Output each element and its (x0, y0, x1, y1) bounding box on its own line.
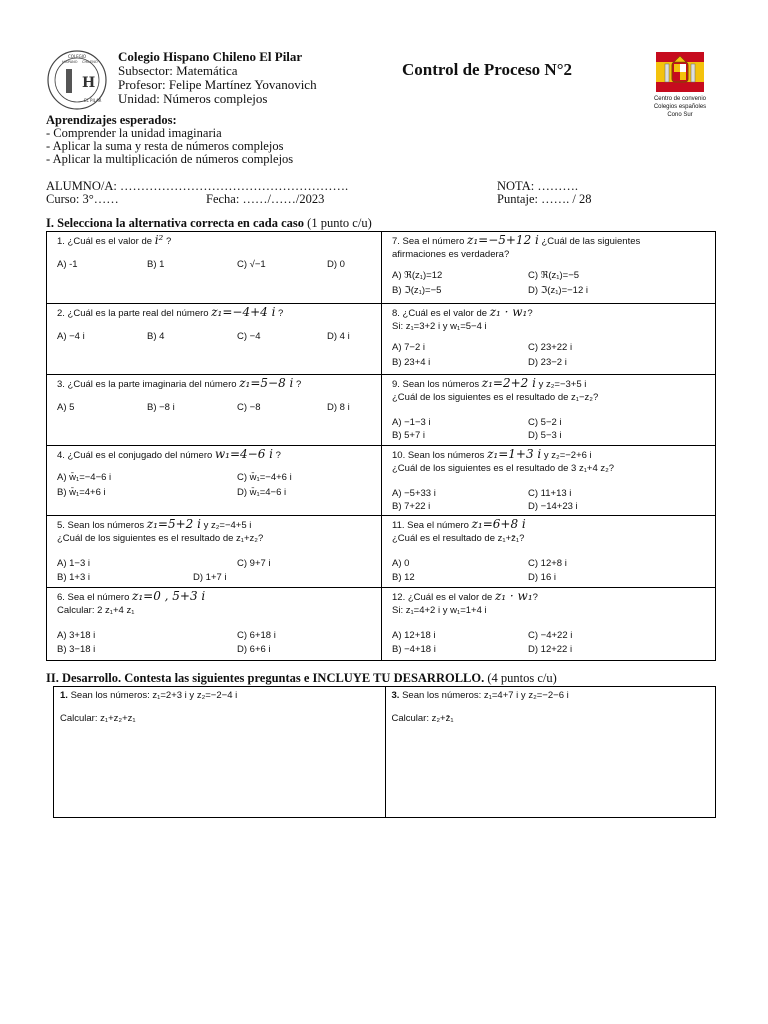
option-d: D) 6+6 i (237, 644, 271, 655)
question-number: 3. (391, 690, 400, 701)
subsector: Subsector: Matemática (118, 63, 238, 78)
question-text: ? (275, 308, 284, 319)
section-2-points: (4 puntos c/u) (484, 671, 557, 685)
question-5 (47, 516, 381, 587)
option-a: A) 0 (392, 558, 410, 569)
option-c: C) 5−2 i (528, 417, 562, 428)
option-a: A) -1 (57, 259, 78, 270)
question-text: ? (532, 592, 538, 603)
option-b: B) −8 i (147, 402, 175, 413)
logo-text-bottom: EL PILAR (84, 98, 102, 103)
logo-text-top: COLEGIO (67, 54, 87, 59)
question-text: ¿Cuál de los siguientes es el resultado de z₁+z₂? (57, 533, 264, 544)
option-b: B) 3−18 i (57, 644, 96, 655)
question-math: i² (154, 233, 164, 247)
option-a: A) 5 (57, 402, 75, 413)
question-text: 3. ¿Cuál es la parte imaginaria del número (57, 379, 240, 390)
option-b: B) 1 (147, 259, 165, 270)
question-12 (381, 588, 715, 660)
option-d: D) w̄₁=4−6 i (237, 487, 287, 498)
question-math: z₁=0 , 5+3 i (132, 589, 206, 603)
option-a: A) 7−2 i (392, 342, 426, 353)
logo-text-right: CHILENO (82, 60, 98, 64)
question-math: z₁=2+2 i (481, 376, 536, 390)
question-math: z₁=1+3 i (487, 447, 542, 461)
question-2 (47, 304, 381, 374)
development-question-1 (54, 687, 385, 817)
spain-coat-of-arms-icon (652, 50, 708, 94)
question-row (47, 232, 715, 304)
section-2-title: II. Desarrollo. Contesta las siguientes preguntas e INCLUYE TU DESARROLLO. (46, 671, 485, 685)
option-b: B) 5+7 i (392, 430, 426, 441)
question-text: afirmaciones es verdadera? (392, 249, 510, 260)
question-text: 6. Sea el número (57, 592, 132, 603)
question-text: Si: z₁=4+2 i y w₁=1+4 i (392, 605, 487, 616)
option-c: C) −4+22 i (528, 630, 573, 641)
curso-field: Curso: 3°…… (46, 192, 119, 206)
question-number: 1. (60, 690, 68, 701)
question-text: Sean los números: z₁=2+3 i y z₂=−2−4 i (67, 690, 238, 701)
option-a: A) 3+18 i (57, 630, 96, 641)
option-c: C) w̄₁=−4+6 i (237, 472, 292, 483)
question-row (47, 304, 715, 375)
question-11 (381, 516, 715, 587)
question-text: 1. ¿Cuál es el valor de (57, 236, 155, 247)
alumno-field: ALUMNO/A: ………………………………………………. (46, 179, 349, 193)
question-text: ¿Cuál de los siguientes es el resultado de z₁−z₂? (392, 392, 599, 403)
aprendizaje-item: - Aplicar la suma y resta de números complejos (46, 139, 284, 153)
question-row (47, 516, 715, 588)
question-9 (381, 375, 715, 445)
question-text: 12. ¿Cuál es el valor de (392, 592, 495, 603)
question-math: z₁=5−8 i (239, 376, 294, 390)
question-10 (381, 446, 715, 515)
school-logo (46, 49, 108, 111)
school-info (118, 50, 317, 106)
question-text: ¿Cuál de las siguientes (538, 236, 641, 247)
aprendizaje-item: - Aplicar la multiplicación de números complejos (46, 152, 294, 166)
question-4 (47, 446, 381, 515)
section-1-title: I. Selecciona la alternativa correcta en cada caso (46, 216, 305, 230)
question-text: 9. Sean los números (392, 379, 482, 390)
question-row (47, 446, 715, 516)
question-row (47, 588, 715, 660)
development-grid (53, 686, 716, 818)
question-text: ¿Cuál de los siguientes es el resultado de 3 z₁+4 z₂? (392, 463, 615, 474)
fecha-field: Fecha: ……/……/2023 (206, 192, 325, 206)
option-b: B) w̄₁=4+6 i (57, 487, 106, 498)
question-text: 11. Sea el número (392, 520, 472, 531)
puntaje-field: Puntaje: ……. / 28 (497, 192, 592, 206)
option-b: B) 1+3 i (57, 572, 91, 583)
question-text: ? (163, 236, 172, 247)
question-math: z₁=5+2 i (146, 517, 201, 531)
nota-field: NOTA: ………. (497, 179, 578, 193)
question-text: Sean los números: z₁=4+7 i y z₂=−2−6 i (399, 690, 569, 701)
option-a: A) w̄₁=−4−6 i (57, 472, 112, 483)
question-text: y z₂=−4+5 i (200, 520, 252, 531)
option-d: D) 0 (327, 259, 345, 270)
question-8 (381, 304, 715, 374)
question-7 (381, 232, 715, 303)
school-name: Colegio Hispano Chileno El Pilar (118, 49, 303, 64)
question-row (47, 375, 715, 446)
option-d: D) 1+7 i (193, 572, 227, 583)
profesor: Profesor: Felipe Martínez Yovanovich (118, 77, 317, 92)
option-c: C) 23+22 i (528, 342, 573, 353)
question-math: z₁=6+8 i (471, 517, 526, 531)
question-text: ? (527, 308, 533, 319)
option-d: D) 12+22 i (528, 644, 573, 655)
section-1-heading (46, 216, 372, 231)
section-1-points: (1 punto c/u) (304, 216, 372, 230)
option-d: D) 8 i (327, 402, 350, 413)
question-text: 4. ¿Cuál es el conjugado del número (57, 450, 215, 461)
option-c: C) 6+18 i (237, 630, 276, 641)
question-text: y z₂=−2+6 i (541, 450, 592, 461)
question-math: z₁ · w₁ (494, 589, 533, 603)
option-c: C) −4 (237, 331, 261, 342)
section-2-heading (46, 671, 557, 686)
option-b: B) 12 (392, 572, 415, 583)
option-a: A) 1−3 i (57, 558, 91, 569)
option-c: C) √−1 (237, 259, 266, 270)
question-1 (47, 232, 381, 303)
option-d: D) 5−3 i (528, 430, 562, 441)
question-text: ? (293, 379, 302, 390)
question-math: w₁=4−6 i (214, 447, 274, 461)
svg-text:H: H (82, 75, 96, 91)
option-b: B) 23+4 i (392, 357, 431, 368)
option-c: C) 11+13 i (528, 488, 572, 499)
question-text: Calcular: 2 z₁+4 z₁ (57, 605, 135, 616)
option-b: B) ℑ(z₁)=−5 (392, 285, 442, 296)
question-math: z₁ · w₁ (489, 305, 528, 319)
option-a: A) −5+33 i (392, 488, 436, 499)
option-d: D) ℑ(z₁)=−12 i (528, 285, 588, 296)
question-math: z₁=−4+4 i (211, 305, 276, 319)
aprendizaje-item: - Comprender la unidad imaginaria (46, 126, 222, 140)
question-text: ? (273, 450, 281, 461)
option-b: B) −4+18 i (392, 644, 436, 655)
questions-grid (46, 231, 716, 661)
option-b: B) 7+22 i (392, 501, 431, 512)
aprendizajes-esperados (46, 114, 293, 166)
document-title: Control de Proceso N°2 (402, 60, 573, 79)
option-d: D) −14+23 i (528, 501, 578, 512)
logo-text-left: HISPANO (62, 60, 78, 64)
option-c: C) ℜ(z₁)=−5 (528, 270, 580, 281)
development-question-3 (385, 687, 716, 817)
convenio-line: Colegios españoles (653, 104, 707, 110)
option-a: A) −4 i (57, 331, 85, 342)
option-c: C) 12+8 i (528, 558, 567, 569)
calc-text: Calcular: z₁+z₂+z₁ (60, 713, 136, 724)
question-text: 5. Sean los números (57, 520, 147, 531)
option-a: A) −1−3 i (392, 417, 431, 428)
question-text: ¿Cuál es el resultado de z₁+z̄₁? (392, 533, 525, 544)
aprendizajes-title: Aprendizajes esperados: (46, 113, 177, 127)
convenio-line: Cono Sur (667, 112, 693, 118)
question-text: 8. ¿Cuál es el valor de (392, 308, 490, 319)
calc-text: Calcular: z₂+z̄₁ (391, 713, 454, 724)
question-text: 2. ¿Cuál es la parte real del número (57, 308, 212, 319)
convenio-caption (640, 95, 720, 119)
question-3 (47, 375, 381, 445)
option-d: D) 23−2 i (528, 357, 567, 368)
option-a: A) ℜ(z₁)=12 (392, 270, 443, 281)
option-c: C) −8 (237, 402, 261, 413)
question-text: Si: z₁=3+2 i y w₁=5−4 i (392, 321, 487, 332)
convenio-line: Centro de convenio (653, 96, 707, 102)
question-text: 10. Sean los números (392, 450, 488, 461)
option-c: C) 9+7 i (237, 558, 271, 569)
question-text: 7. Sea el número (392, 236, 467, 247)
unidad: Unidad: Números complejos (118, 91, 268, 106)
option-b: B) 4 (147, 331, 165, 342)
question-6 (47, 588, 381, 660)
option-a: A) 12+18 i (392, 630, 436, 641)
question-math: z₁=−5+12 i (467, 233, 539, 247)
option-d: D) 16 i (528, 572, 556, 583)
option-d: D) 4 i (327, 331, 350, 342)
question-text: y z₂=−3+5 i (535, 379, 587, 390)
